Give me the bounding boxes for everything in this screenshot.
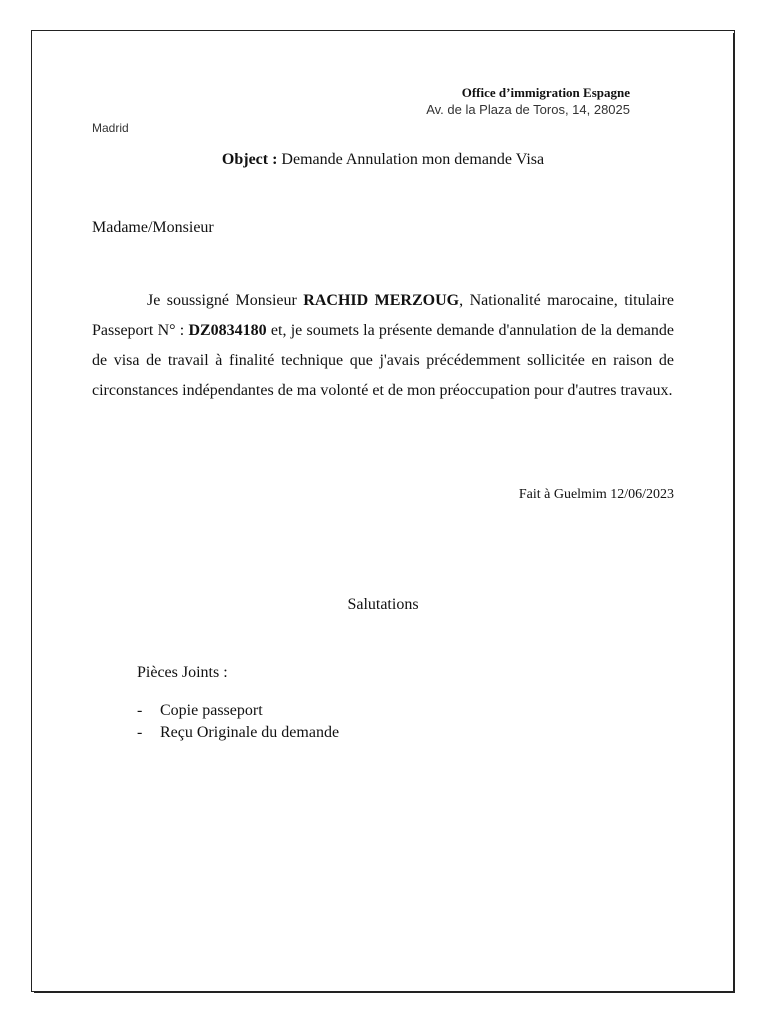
list-bullet: -: [137, 724, 143, 741]
attachment-item: Copie passeport: [160, 702, 263, 719]
list-item: [137, 700, 339, 722]
salutation: Madame/Monsieur: [92, 219, 214, 236]
body-part-1: Je soussigné Monsieur: [147, 292, 304, 309]
attachment-item: Reçu Originale du demande: [160, 724, 340, 741]
list-bullet: -: [137, 702, 143, 719]
object-line: [92, 151, 674, 169]
body-paragraph: [92, 286, 674, 406]
body-part-3: et, je soumets la présente demande d'annulation de la demande de visa de travail à finalité technique que j'avais précédemment sollicitée en raison de circonstances indépendantes de ma volonté et de mon préoccupation pour d'autres travaux.: [92, 322, 674, 399]
place-date: Fait à Guelmim 12/06/2023: [518, 487, 674, 502]
applicant-name: RACHID MERZOUG: [303, 292, 460, 309]
object-text: Demande Annulation mon demande Visa: [277, 151, 545, 168]
body-part-2: , Nationalité marocaine, titulaire Passeport N° :: [92, 292, 674, 339]
attachments-title: Pièces Joints :: [137, 664, 228, 681]
attachments-list: [137, 700, 339, 744]
recipient-name: Office d’immigration Espagne: [461, 85, 630, 100]
passport-number: DZ0834180: [188, 322, 267, 339]
object-label: Object :: [221, 151, 278, 168]
closing-greeting: Salutations: [347, 596, 419, 613]
page-border: [31, 30, 735, 992]
list-item: [137, 722, 339, 744]
recipient-address: Av. de la Plaza de Toros, 14, 28025: [426, 102, 630, 117]
recipient-city: Madrid: [92, 121, 129, 135]
